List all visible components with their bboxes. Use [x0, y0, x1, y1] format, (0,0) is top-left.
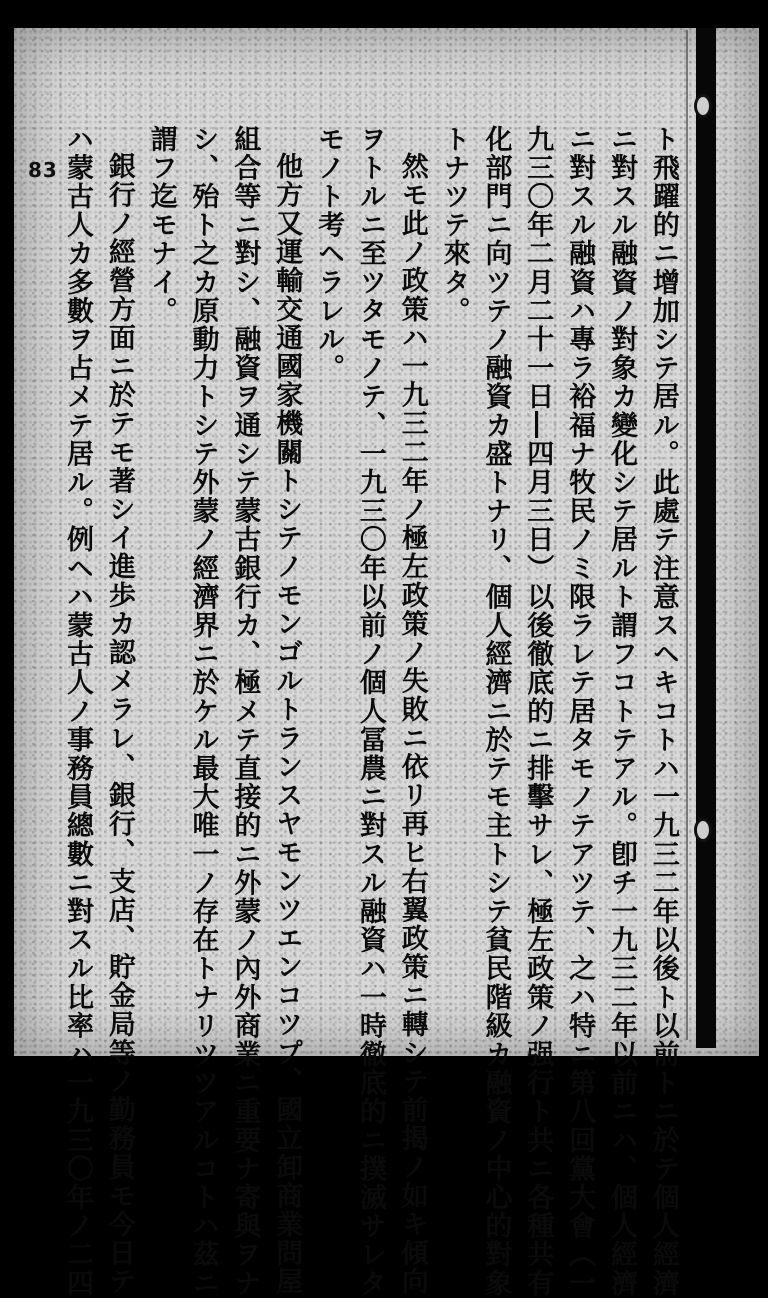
text-column-7: 然モ此ノ政策ハ一九三二年ノ極左政策ノ失敗ニ依リ再ヒ右翼政策ニ轉シテ前揭ノ如キ傾向	[396, 152, 428, 1296]
text-column-12: シ、殆ト之カ原動力トシテ外蒙ノ經濟界ニ於ケル最大唯一ノ存在トナリツツアルコトハ茲ニ	[187, 125, 219, 1298]
text-column-13: 謂フ迄モナイ。	[145, 125, 177, 326]
text-column-1: ト飛躍的ニ增加シテ居ル。此處テ注意スヘキコトハ一九三二年以後ト以前トニ於テ個人經濟	[647, 125, 679, 1298]
text-column-15: ハ蒙古人カ多數ヲ占メテ居ル。例ヘハ蒙古人ノ事務員總數ニ對スル比率ハ一九三〇年ノ二四	[62, 125, 93, 1298]
text-column-4: 九三〇年二月二十一日―四月三日）以後徹底的ニ排擊サレ、極左政策ノ强行ト共ニ各種共有	[522, 125, 554, 1298]
text-column-2: ニ對スル融資ノ對象カ變化シテ居ルト謂フコトテアル。卽チ一九三二年以前ニハ、個人經濟	[605, 125, 637, 1298]
text-column-8: ヲトルニ至ツタモノテ、一九三〇年以前ノ個人冨農ニ對スル融資ハ一時徹底的ニ撲滅サレタ	[354, 125, 386, 1298]
text-column-6: トナツテ來タ。	[438, 125, 470, 326]
binding-hole-bottom	[694, 818, 712, 842]
text-column-3: ニ對スル融資ハ專ラ裕福ナ牧民ノミ限ラレテ居タモノテアツテ、之ハ特ニ第八回黨大會（一	[564, 125, 596, 1298]
vertical-text-block	[60, 125, 680, 1298]
text-column-5: 化部門ニ向ツテノ融資カ盛トナリ、個人經濟ニ於テモ主トシテ貧民階級カ融資ノ中心的對象	[480, 125, 512, 1298]
page-number: 83	[28, 158, 58, 182]
text-column-14: 銀行ノ經營方面ニ於テモ著シイ進歩カ認メラレ、銀行、支店、貯金局等ノ勤務員モ今日テ	[103, 152, 135, 1296]
text-column-11: 組合等ニ對シ、融資ヲ通シテ蒙古銀行カ、極メテ直接的ニ外蒙ノ內外商業ニ重要ナ寄與ヲナ	[229, 125, 261, 1298]
binding-hole-top	[694, 94, 712, 118]
text-column-9: モノト考ヘラレル。	[313, 125, 345, 383]
page-fold-line	[686, 30, 688, 1040]
binding-strip	[696, 28, 716, 1048]
text-column-10: 他方又運輸交通國家機關トシテノモンゴルトランスヤモンツエンコツプ、國立卸商業問屋	[271, 152, 303, 1296]
